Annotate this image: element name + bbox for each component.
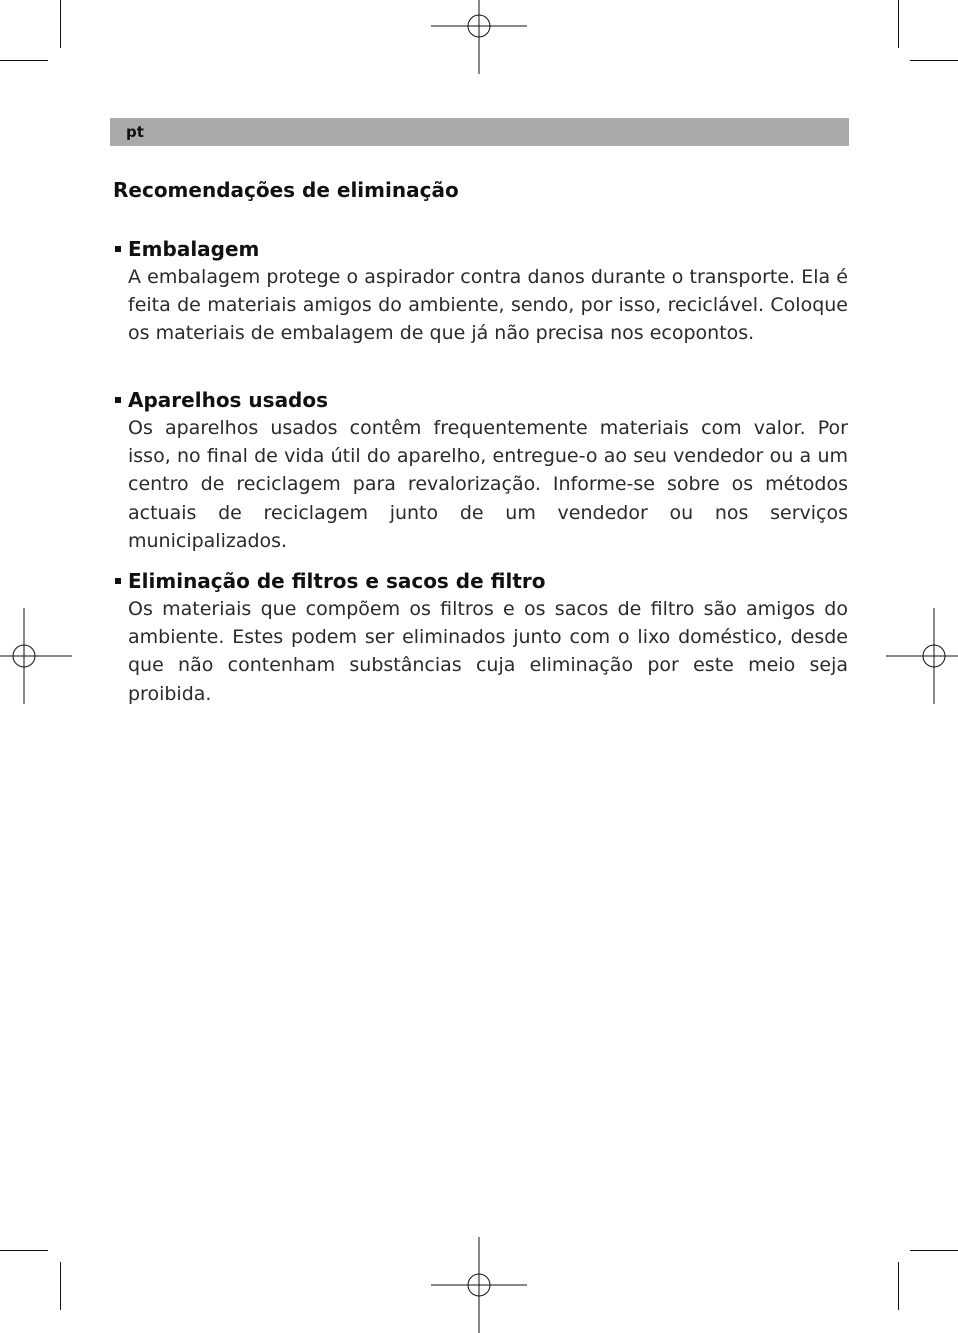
bullet-icon <box>115 397 121 403</box>
registration-mark-left <box>0 608 72 704</box>
crop-mark <box>0 60 48 61</box>
section-heading: Aparelhos usados <box>128 388 329 412</box>
page-title: Recomendações de eliminação <box>113 178 459 202</box>
registration-mark-right <box>886 608 958 704</box>
section-heading: Embalagem <box>128 237 260 261</box>
crop-mark <box>898 0 899 48</box>
crop-mark <box>898 1262 899 1310</box>
section-body: A embalagem protege o aspirador contra danos durante o transporte. Ela é feita de materiais amigos do ambiente, sendo, por isso, reciclável. Coloque os materiais de embalagem de que já não precisa nos ecopontos. <box>128 266 848 345</box>
crop-mark <box>910 60 958 61</box>
language-header-bar <box>110 118 849 146</box>
crop-mark <box>60 0 61 48</box>
bullet-icon <box>115 578 121 584</box>
crop-mark <box>60 1262 61 1310</box>
section-packaging <box>113 235 848 348</box>
crop-mark <box>0 1250 48 1251</box>
section-header <box>113 235 848 263</box>
section-header <box>113 567 848 595</box>
section-heading: Eliminação de filtros e sacos de filtro <box>128 569 546 593</box>
crop-mark <box>910 1250 958 1251</box>
language-code: pt <box>126 123 144 141</box>
section-header <box>113 386 848 414</box>
bullet-icon <box>115 246 121 252</box>
registration-mark-top <box>431 0 527 74</box>
section-filter-disposal <box>113 567 848 708</box>
section-body: Os aparelhos usados contêm frequentemente materiais com valor. Por isso, no final de vida útil do aparelho, entregue-o ao seu vendedor ou a um centro de reciclagem para revalorização. Informe-se sobre os métodos actuais de reciclagem junto de um vendedor ou nos serviços municipalizados. <box>128 417 848 552</box>
section-body: Os materiais que compõem os filtros e os sacos de filtro são amigos do ambiente. Estes podem ser eliminados junto com o lixo doméstico, desde que não contenham substâncias cuja eliminação por este meio seja proibida. <box>128 598 848 705</box>
registration-mark-bottom <box>431 1237 527 1333</box>
section-used-appliances <box>113 386 848 555</box>
